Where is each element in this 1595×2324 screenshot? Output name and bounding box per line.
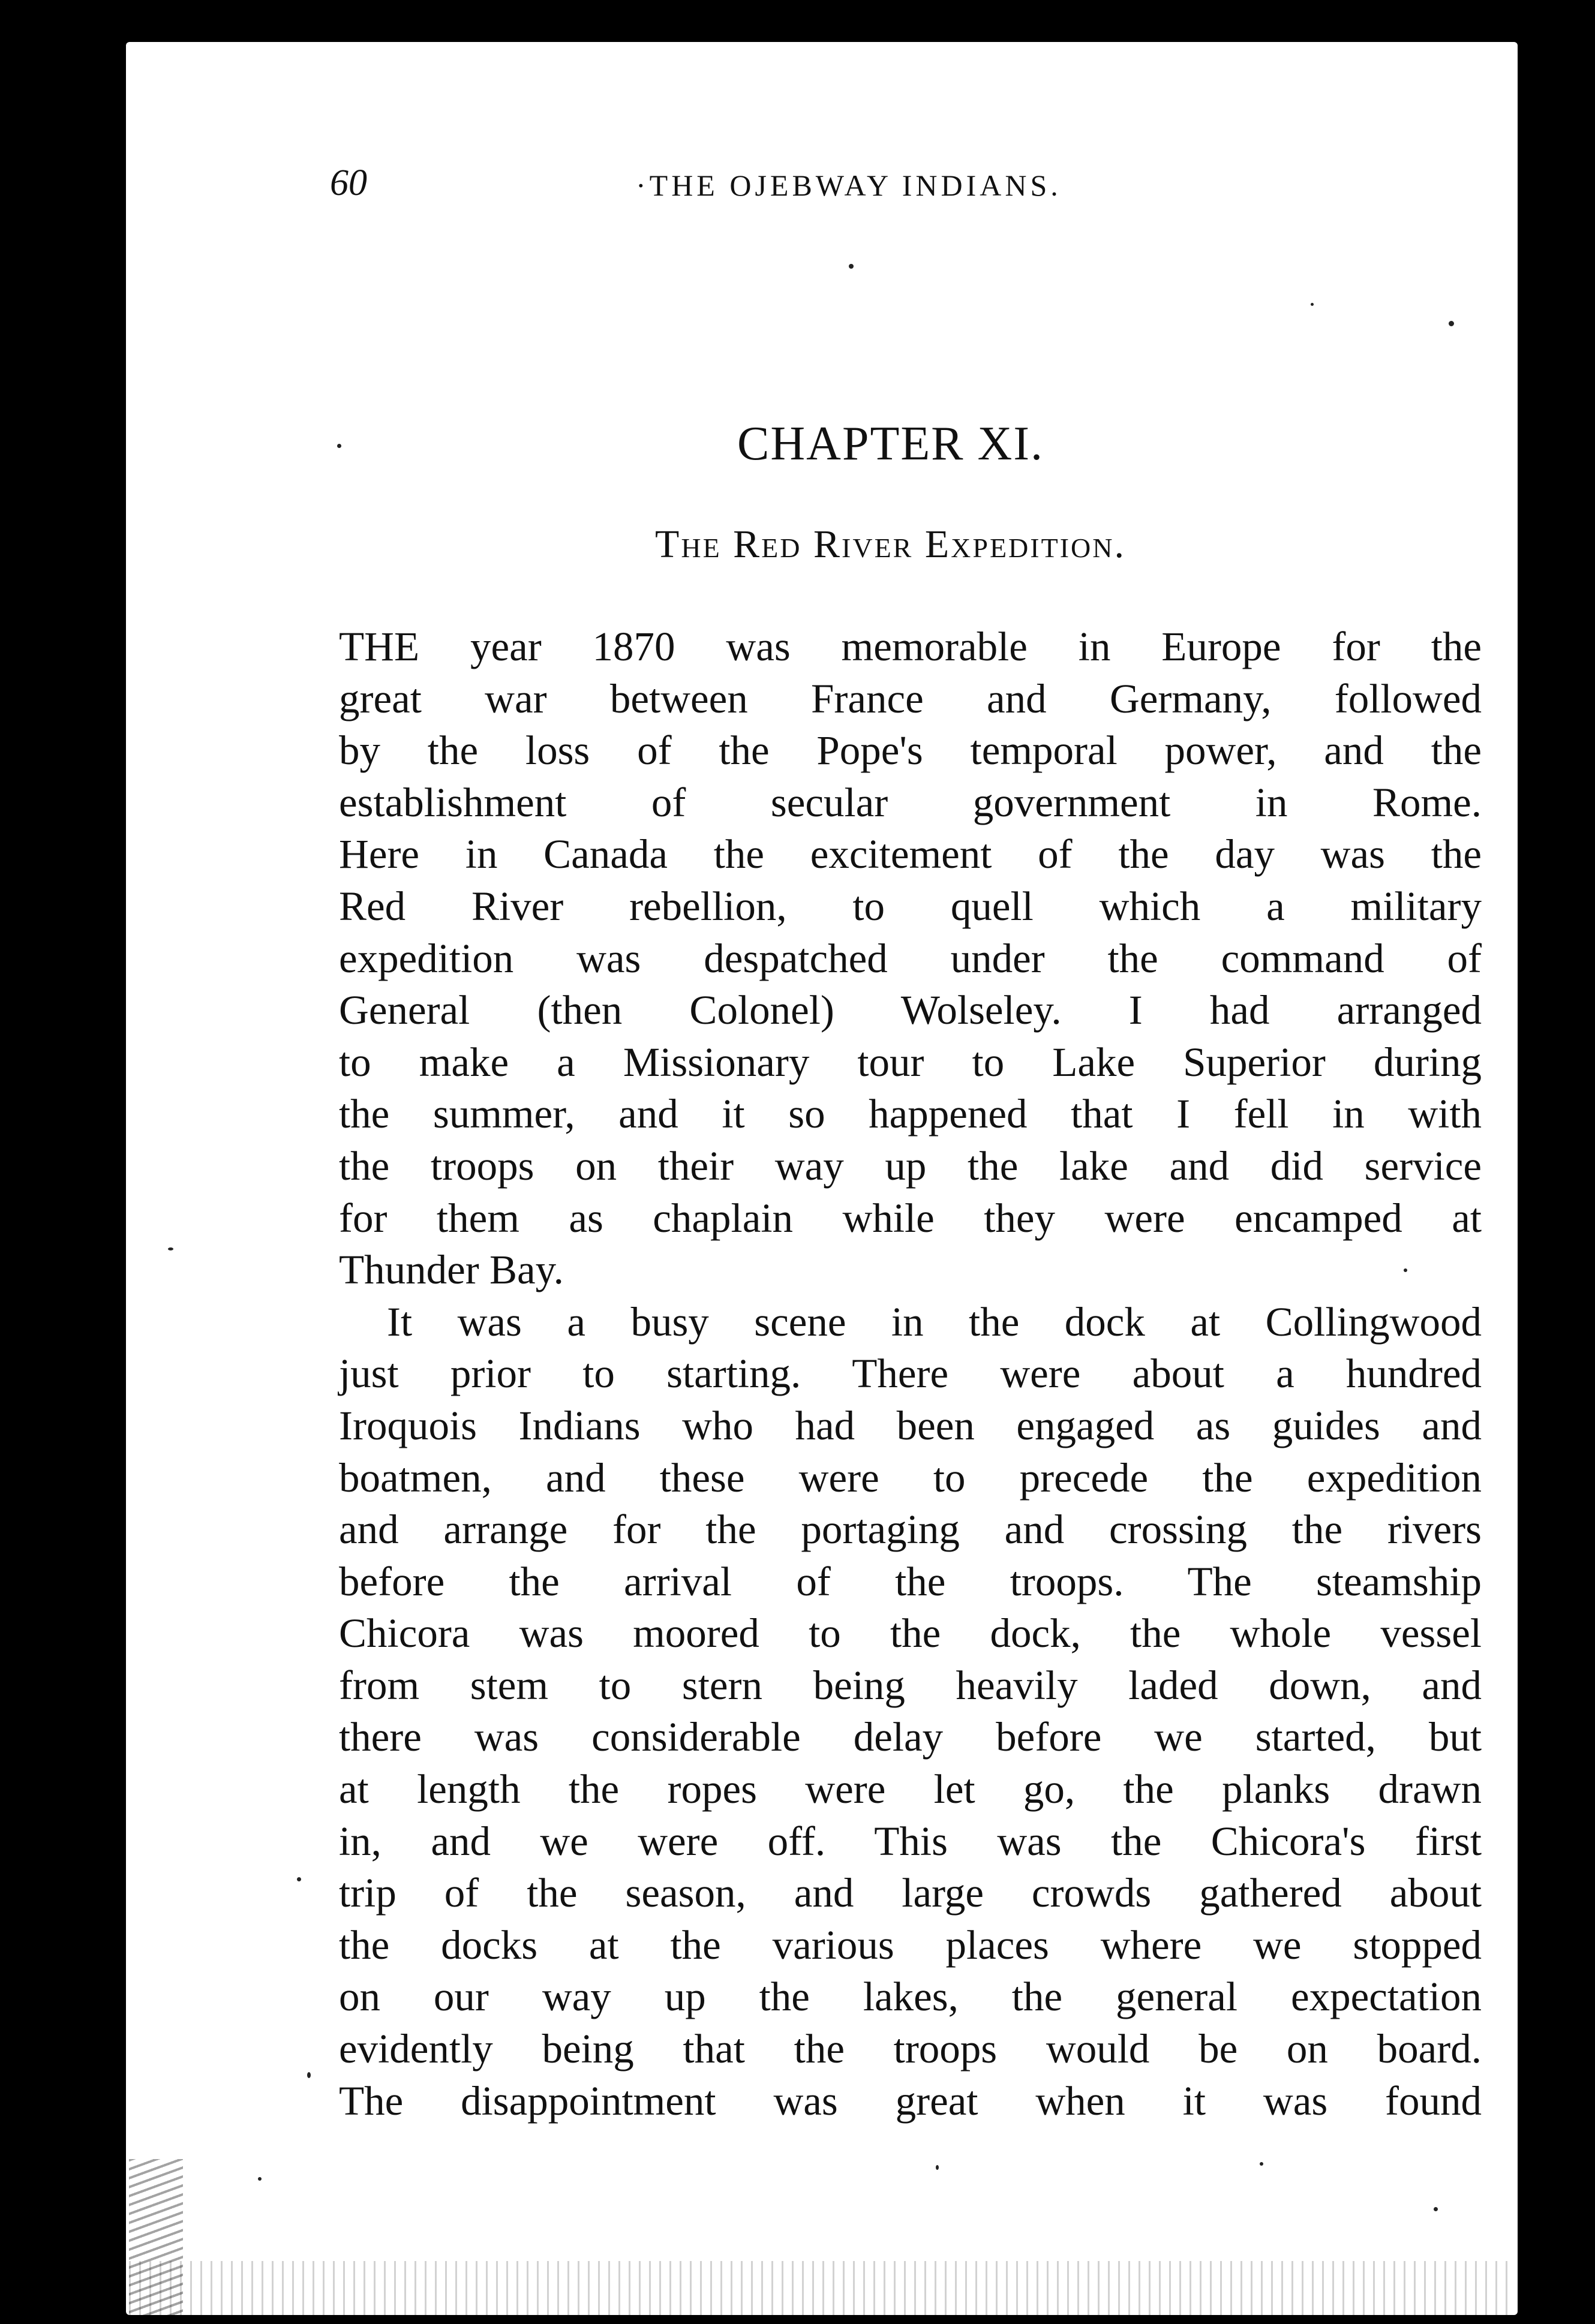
scan-speck [337, 444, 341, 448]
body-text [339, 621, 1482, 2127]
chapter-heading: CHAPTER XI. [737, 417, 1044, 470]
text-line: Red River rebellion, to quell which a military [339, 883, 1482, 929]
scan-speck [258, 2177, 262, 2181]
scan-speck [1404, 1268, 1407, 1272]
text-line: and arrange for the portaging and crossing the rivers [339, 1507, 1482, 1553]
text-line: General (then Colonel) Wolseley. I had arranged [339, 987, 1482, 1033]
text-line: Iroquois Indians who had been engaged as guides and [339, 1402, 1482, 1448]
scan-speck [168, 1247, 173, 1250]
text-line: before the arrival of the troops. The steamship [339, 1558, 1482, 1604]
scan-speck [849, 264, 854, 269]
scan-speck [1449, 321, 1454, 326]
text-line: trip of the season, and large crowds gathered about [339, 1870, 1482, 1916]
text-line: It was a busy scene in the dock at Collingwood [387, 1298, 1482, 1345]
text-line: boatmen, and these were to precede the expedition [339, 1454, 1482, 1501]
text-line: by the loss of the Pope's temporal power, and the [339, 727, 1482, 774]
scan-speck [1434, 2207, 1438, 2211]
text-line: there was considerable delay before we started, but [339, 1714, 1482, 1760]
text-line: the summer, and it so happened that I fell in with [339, 1091, 1482, 1137]
text-line: the docks at the various places where we stopped [339, 1922, 1482, 1968]
text-line: great war between France and Germany, followed [339, 675, 1482, 721]
scan-speck [1311, 303, 1314, 306]
text-line: evidently being that the troops would be on board. [339, 2026, 1482, 2072]
scan-speck [307, 2072, 311, 2078]
page-number: 60 [330, 163, 367, 203]
text-line: Chicora was moored to the dock, the whole vessel [339, 1610, 1482, 1656]
text-line: THE year 1870 was memorable in Europe for the [339, 624, 1482, 669]
text-line: in, and we were off. This was the Chicora's first [339, 1818, 1482, 1864]
running-title: ·THE OJEBWAY INDIANS. [636, 169, 1062, 202]
text-line: just prior to starting. There were about a hundred [339, 1351, 1482, 1397]
paragraph-1 [339, 621, 1482, 1296]
text-line: Here in Canada the excitement of the day was the [339, 831, 1482, 877]
text-line: from stem to stern being heavily laded down, and [339, 1662, 1482, 1708]
scan-speck [297, 1877, 301, 1881]
paragraph-2 [339, 1296, 1482, 2127]
text-line: establishment of secular government in Rome. [339, 779, 1482, 825]
text-line: Thunder Bay. [339, 1247, 564, 1293]
scan-speck [936, 2165, 939, 2170]
text-line: The disappointment was great when it was found [339, 2078, 1482, 2124]
text-line: for them as chaplain while they were encamped at [339, 1195, 1482, 1241]
text-line: on our way up the lakes, the general expectation [339, 1974, 1482, 2020]
scan-artifact-bottom [129, 2261, 1509, 2315]
chapter-subtitle: The Red River Expedition. [655, 522, 1126, 566]
running-head [330, 162, 1182, 210]
text-line: expedition was despatched under the command of [339, 935, 1482, 981]
text-line: at length the ropes were let go, the planks drawn [339, 1766, 1482, 1812]
text-line: to make a Missionary tour to Lake Superior during [339, 1039, 1482, 1085]
scan-speck [1260, 2162, 1263, 2166]
text-line: the troops on their way up the lake and did service [339, 1143, 1482, 1189]
